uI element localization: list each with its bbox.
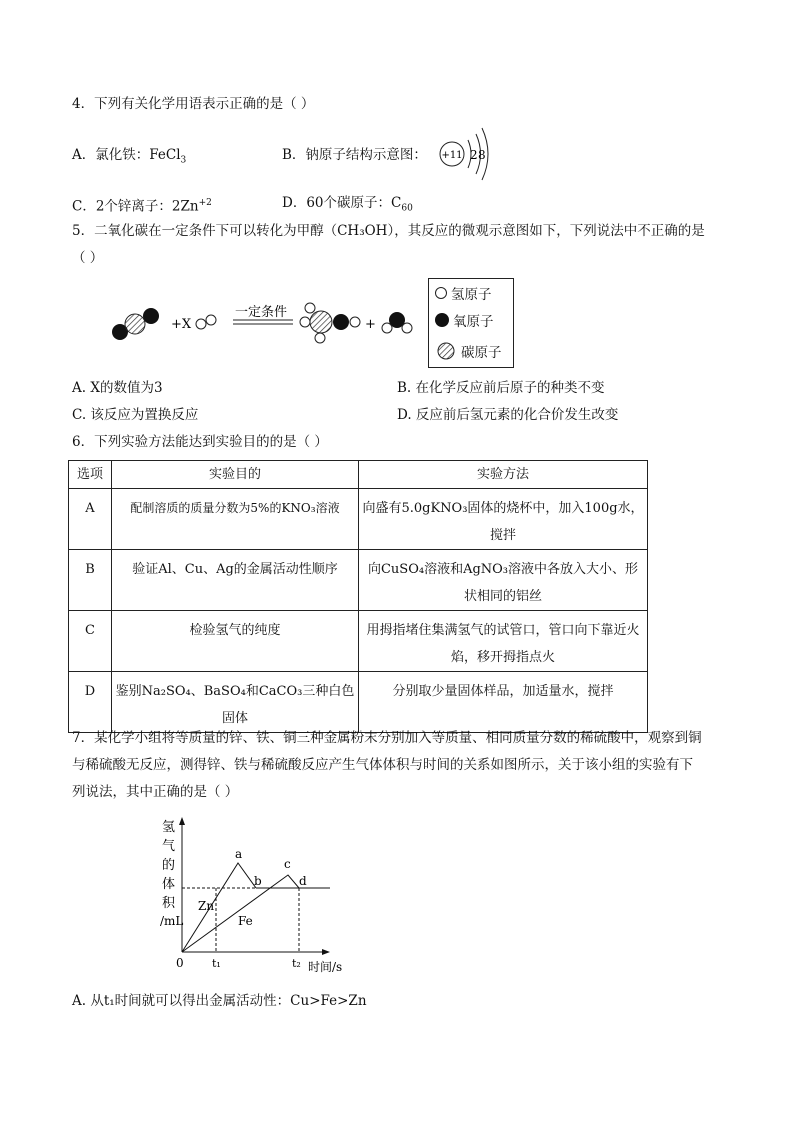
q5-option-a: A. X的数值为3 bbox=[72, 380, 163, 396]
electron-shell-1: 2 bbox=[470, 148, 478, 162]
row-purpose: 配制溶质的质量分数为5%的KNO₃溶液 bbox=[112, 489, 359, 550]
table-header-row bbox=[69, 461, 648, 489]
y-label-5: 积 bbox=[162, 896, 176, 911]
q4-option-c: C．2个锌离子：$2Zn^{+2}$ bbox=[72, 198, 212, 215]
h2-molecule bbox=[196, 315, 216, 329]
plus-x-label: +X bbox=[171, 317, 192, 332]
atom-legend bbox=[428, 278, 514, 368]
electron-shell-2: 8 bbox=[478, 148, 486, 162]
q5-stem: 5．二氧化碳在一定条件下可以转化为甲醇（CH₃OH），其反应的微观示意图如下，下列说法中不正确的是 bbox=[72, 223, 705, 239]
legend-carbon-label: 碳原子 bbox=[461, 345, 502, 361]
t1-label: t₁ bbox=[212, 957, 221, 970]
row-method: 向CuSO₄溶液和AgNO₃溶液中各放入大小、形状相同的铝丝 bbox=[359, 550, 648, 611]
q7-stem-line1: 7．某化学小组将等质量的锌、铁、铜三种金属粉末分别加入等质量、相同质量分数的稀硫酸中，观察到铜 bbox=[72, 730, 702, 746]
q7-option-a: A. 从t₁时间就可以得出金属活动性：Cu>Fe>Zn bbox=[72, 993, 367, 1009]
t2-label: t₂ bbox=[292, 957, 301, 970]
y-unit: /mL bbox=[160, 914, 184, 928]
q5-option-c: C. 该反应为置换反应 bbox=[72, 407, 199, 423]
hydrogen-volume-graph bbox=[158, 815, 358, 985]
point-c-label: c bbox=[284, 857, 291, 871]
q5-option-d: D. 反应前后氢元素的化合价发生改变 bbox=[397, 407, 619, 423]
table-row bbox=[69, 611, 648, 672]
row-method: 用拇指堵住集满氢气的试管口，管口向下靠近火焰，移开拇指点火 bbox=[359, 611, 648, 672]
y-label-2: 气 bbox=[162, 839, 176, 854]
methanol-molecule bbox=[300, 303, 360, 343]
legend-hydrogen-label: 氢原子 bbox=[451, 287, 492, 303]
row-option: D bbox=[69, 672, 112, 733]
point-a-label: a bbox=[235, 847, 243, 861]
origin-label: 0 bbox=[176, 956, 184, 970]
reaction-diagram bbox=[105, 292, 415, 362]
q4-option-d: D．60个碳原子：$C_{60}$ bbox=[282, 195, 413, 214]
point-b-label: b bbox=[254, 874, 262, 888]
row-purpose: 验证Al、Cu、Ag的金属活动性顺序 bbox=[112, 550, 359, 611]
oxygen-atom-icon bbox=[435, 313, 449, 327]
row-method: 向盛有5.0gKNO₃固体的烧杯中，加入100g水，搅拌 bbox=[359, 489, 648, 550]
q7-stem-line2: 与稀硫酸无反应，测得锌、铁与稀硫酸反应产生气体体积与时间的关系如图所示，关于该小组的实验有下 bbox=[72, 757, 693, 773]
q4-stem: 4．下列有关化学用语表示正确的是（ ） bbox=[72, 96, 315, 112]
y-label-4: 体 bbox=[162, 877, 176, 892]
carbon-atom-icon bbox=[435, 342, 457, 360]
table-row bbox=[69, 550, 648, 611]
table-row bbox=[69, 672, 648, 733]
point-d-label: d bbox=[299, 874, 307, 888]
q5-option-b: B. 在化学反应前后原子的种类不变 bbox=[397, 380, 605, 396]
condition-label: 一定条件 bbox=[235, 305, 288, 320]
row-purpose: 鉴别Na₂SO₄、BaSO₄和CaCO₃三种白色固体 bbox=[112, 672, 359, 733]
y-label-3: 的 bbox=[162, 858, 176, 873]
legend-oxygen-label: 氧原子 bbox=[453, 314, 494, 330]
row-purpose: 检验氢气的纯度 bbox=[112, 611, 359, 672]
q6-stem: 6．下列实验方法能达到实验目的的是（ ） bbox=[72, 434, 328, 450]
sodium-atom-diagram bbox=[432, 124, 502, 184]
hydrogen-atom-icon bbox=[435, 287, 447, 299]
fe-label: Fe bbox=[238, 914, 253, 928]
plus-label: + bbox=[365, 317, 376, 332]
row-method: 分别取少量固体样品，加适量水，搅拌 bbox=[359, 672, 648, 733]
header-option: 选项 bbox=[69, 461, 112, 489]
q4-option-a: A．氯化铁：FeCl$_3$ bbox=[72, 147, 187, 166]
q7-stem-line3: 列说法，其中正确的是（ ） bbox=[72, 784, 239, 800]
water-molecule bbox=[382, 312, 412, 333]
table-row bbox=[69, 489, 648, 550]
experiment-table bbox=[68, 460, 648, 733]
row-option: B bbox=[69, 550, 112, 611]
q5-stem-cont: （ ） bbox=[72, 250, 104, 266]
header-method: 实验方法 bbox=[359, 461, 648, 489]
row-option: A bbox=[69, 489, 112, 550]
zn-label: Zn bbox=[198, 899, 215, 913]
x-axis-label: 时间/s bbox=[308, 960, 343, 974]
co2-molecule bbox=[112, 308, 159, 340]
nucleus-charge: +11 bbox=[441, 150, 463, 161]
header-purpose: 实验目的 bbox=[112, 461, 359, 489]
row-option: C bbox=[69, 611, 112, 672]
y-label-1: 氢 bbox=[162, 820, 176, 835]
q4-option-b: B．钠原子结构示意图： bbox=[282, 147, 427, 163]
